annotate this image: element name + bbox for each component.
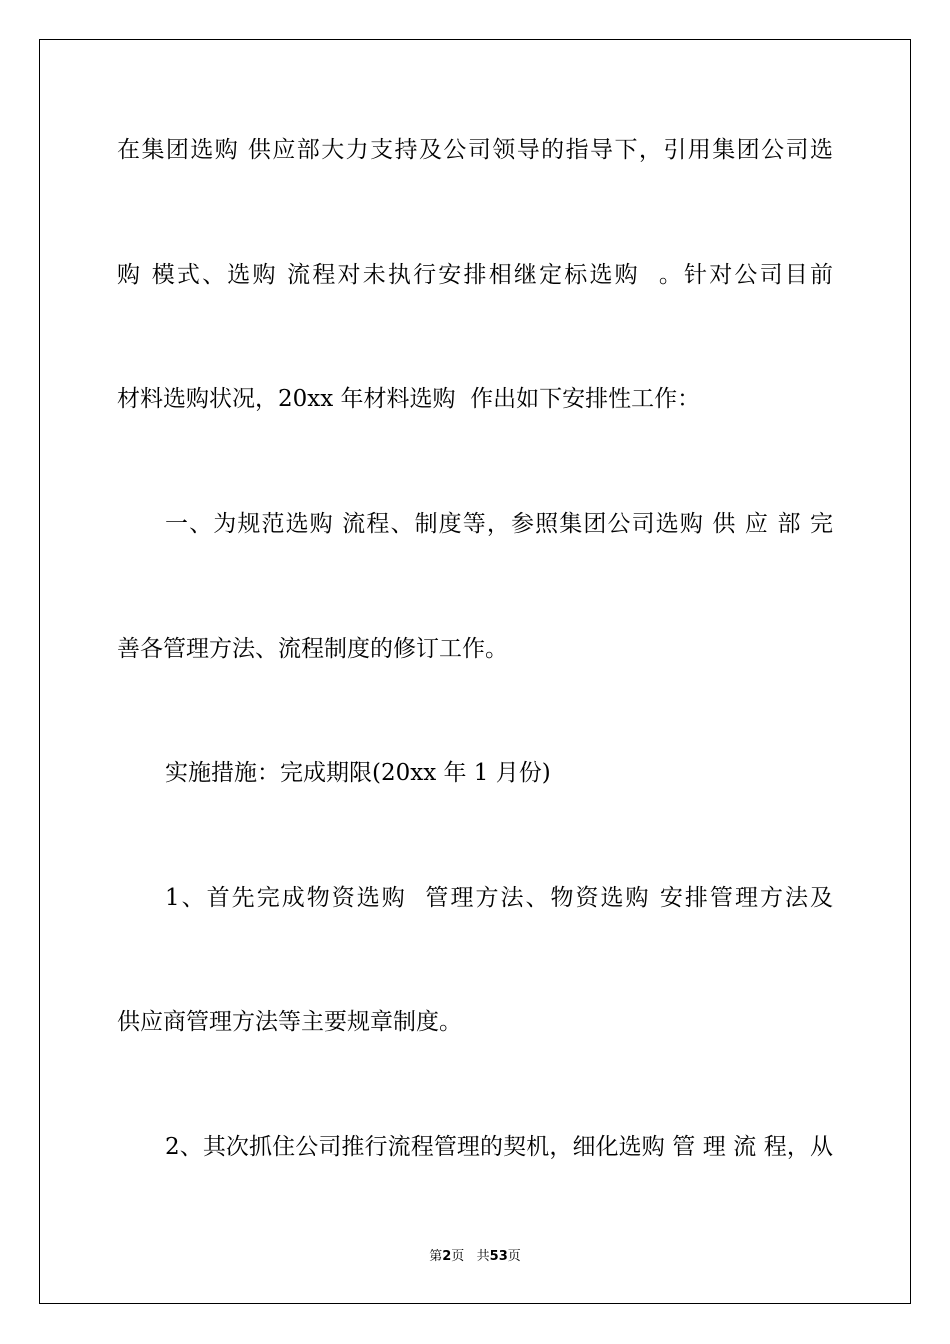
footer-total-pages: 53 bbox=[489, 1249, 508, 1264]
body-line-7: 1、首先完成物资选购 管理方法、物资选购 安排管理方法及 bbox=[165, 885, 833, 911]
body-line-5: 善各管理方法、流程制度的修订工作。 bbox=[117, 636, 508, 662]
body-line-2: 购 模式、选购 流程对未执行安排相继定标选购 。针对公司目前 bbox=[117, 262, 833, 288]
footer-current-page: 2 bbox=[442, 1249, 452, 1264]
body-line-3: 材料选购状况，20xx 年材料选购 作出如下安排性工作： bbox=[117, 386, 701, 412]
footer-middle: 页 共 bbox=[451, 1249, 490, 1264]
page-footer bbox=[0, 1247, 950, 1267]
body-line-6: 实施措施：完成期限(20xx 年 1 月份) bbox=[165, 760, 551, 786]
body-line-1: 在集团选购 供应部大力支持及公司领导的指导下，引用集团公司选 bbox=[117, 137, 833, 163]
body-line-9: 2、其次抓住公司推行流程管理的契机，细化选购 管 理 流 程，从 bbox=[165, 1134, 833, 1160]
page-border bbox=[39, 39, 911, 1304]
footer-suffix: 页 bbox=[507, 1249, 521, 1264]
footer-prefix: 第 bbox=[429, 1249, 443, 1264]
body-line-4: 一、为规范选购 流程、制度等，参照集团公司选购 供 应 部 完 bbox=[165, 511, 833, 537]
body-line-8: 供应商管理方法等主要规章制度。 bbox=[117, 1009, 462, 1035]
